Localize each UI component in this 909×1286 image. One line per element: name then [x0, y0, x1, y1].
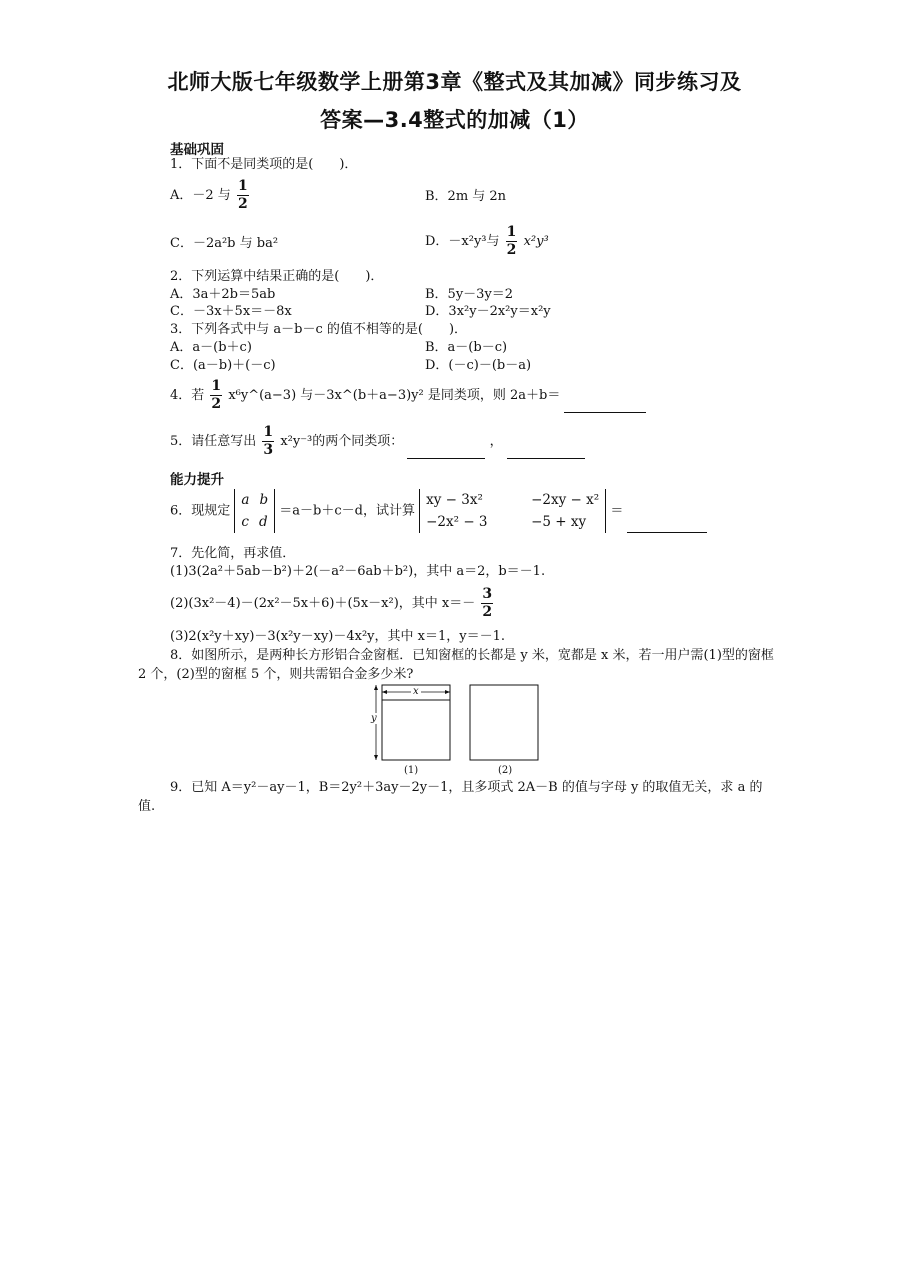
y-arrow-bottom [374, 755, 378, 760]
q5-line [170, 424, 585, 459]
denominator: 2 [211, 396, 222, 412]
q3-option-b: B．a－(b－c) [425, 340, 508, 355]
q6-pre: 6．现规定 [170, 503, 231, 519]
y-arrow-top [374, 685, 378, 690]
denominator: 2 [506, 242, 517, 258]
q9-text: 9．已知 A＝y²－ay－1，B＝2y²＋3ay－2y－1，且多项式 2A－B 的值与字母 y 的取值无关，求 a 的值. [138, 780, 763, 814]
det-a: a [241, 492, 250, 508]
q7-part3: (3)2(x²y＋xy)－3(x²y－xy)－4x²y，其中 x＝1，y＝－1. [170, 629, 506, 644]
q2-option-c: C．－3x＋5x＝－8x [170, 304, 292, 319]
denominator: 3 [263, 442, 274, 458]
figure-y-label: y [371, 713, 377, 724]
det2-row-2 [426, 511, 599, 533]
denominator: 2 [482, 604, 493, 620]
q6-line [170, 489, 707, 533]
numerator: 1 [237, 178, 248, 194]
q4-fraction [210, 378, 222, 413]
q5-separator: ， [489, 434, 503, 449]
q3-option-c: C．(a－b)＋(－c) [170, 358, 276, 373]
q2-stem: 2．下列运算中结果正确的是( )． [170, 269, 384, 284]
page-title-line2: 答案—3.4整式的加减（1） [320, 108, 589, 132]
q6-determinant-def [234, 489, 275, 533]
det-b: b [259, 492, 269, 508]
det-row-2 [241, 511, 268, 533]
q1-d-fraction [506, 224, 518, 259]
q3-stem: 3．下列各式中与 a－b－c 的值不相等的是( )． [170, 322, 468, 337]
x-arrow-right [445, 690, 450, 694]
det-c: c [241, 514, 249, 530]
q5-text: x²y⁻³的两个同类项： [280, 434, 404, 449]
q4-line [170, 378, 646, 413]
numerator: 3 [482, 586, 493, 602]
numerator: 1 [263, 424, 274, 440]
q3-option-d: D．(－c)－(b－a) [425, 358, 532, 373]
det2-m12: −2xy − x² [531, 492, 600, 508]
det2-m11: xy − 3x² [426, 492, 483, 508]
q1-d-post: x²y³ [523, 234, 549, 249]
q7-part2-text: (2)(3x²－4)－(2x²－5x＋6)＋(5x－x²)，其中 x＝－ [170, 596, 476, 611]
figure-label-2: (2) [498, 765, 513, 776]
q5-answer-blank-2[interactable] [507, 444, 585, 459]
q6-equals: ＝ [610, 503, 624, 519]
q4-answer-blank[interactable] [564, 398, 646, 413]
x-arrow-left [382, 690, 387, 694]
page-title-line1: 北师大版七年级数学上册第3章《整式及其加减》同步练习及 [167, 70, 742, 94]
q7-stem: 7．先化简，再求值． [170, 546, 296, 561]
q1-a-text: A．－2 与 [170, 188, 231, 203]
q1-option-d [425, 224, 549, 259]
q8-text: 8．如图所示，是两种长方形铝合金窗框．已知窗框的长都是 y 米，宽都是 x 米，若一用户需(1)型的窗框 2 个，(2)型的窗框 5 个，则共需铝合金多少米? [138, 648, 774, 682]
denominator: 2 [237, 196, 248, 212]
numerator: 1 [211, 378, 222, 394]
q6-determinant-calc [419, 489, 606, 533]
q4-pre: 4．若 [170, 388, 205, 403]
figure-label-1: (1) [404, 765, 419, 776]
q6-answer-blank[interactable] [627, 518, 707, 533]
det-row-1 [241, 489, 268, 511]
frame-2-outline [470, 685, 538, 760]
q5-fraction [262, 424, 274, 459]
numerator: 1 [506, 224, 517, 240]
q5-answer-blank-1[interactable] [407, 444, 485, 459]
window-frames-figure [366, 684, 546, 780]
q4-text: x⁶y^(a−3) 与－3x^(b＋a−3)y² 是同类项，则 2a＋b＝ [228, 388, 561, 403]
q7-part2-fraction [481, 586, 493, 621]
figure-x-label: x [413, 686, 419, 697]
det2-row-1 [426, 489, 599, 511]
det-d: d [258, 514, 268, 530]
det2-m22: −5 + xy [531, 514, 587, 530]
q1-option-b: B．2m 与 2n [425, 189, 507, 204]
q2-option-b: B．5y－3y＝2 [425, 287, 514, 302]
det2-m21: −2x² − 3 [426, 514, 488, 530]
section-basic: 基础巩固 [170, 142, 224, 158]
q5-pre: 5．请任意写出 [170, 434, 257, 449]
q1-d-pre: D．－x²y³与 [425, 234, 500, 249]
q1-a-fraction [237, 178, 249, 213]
q6-text: ＝a－b＋c－d，试计算 [279, 503, 415, 519]
q3-option-a: A．a－(b＋c) [170, 340, 252, 355]
q2-option-a: A．3a＋2b＝5ab [170, 287, 276, 302]
q7-part1: (1)3(2a²＋5ab－b²)＋2(－a²－6ab＋b²)，其中 a＝2，b＝－1. [170, 564, 546, 579]
q1-option-c: C．－2a²b 与 ba² [170, 236, 279, 251]
q1-stem: 1．下面不是同类项的是( )． [170, 157, 358, 172]
q1-option-a [170, 178, 251, 213]
section-advanced: 能力提升 [170, 472, 224, 488]
q7-part2 [170, 586, 495, 621]
q2-option-d: D．3x²y－2x²y＝x²y [425, 304, 551, 319]
